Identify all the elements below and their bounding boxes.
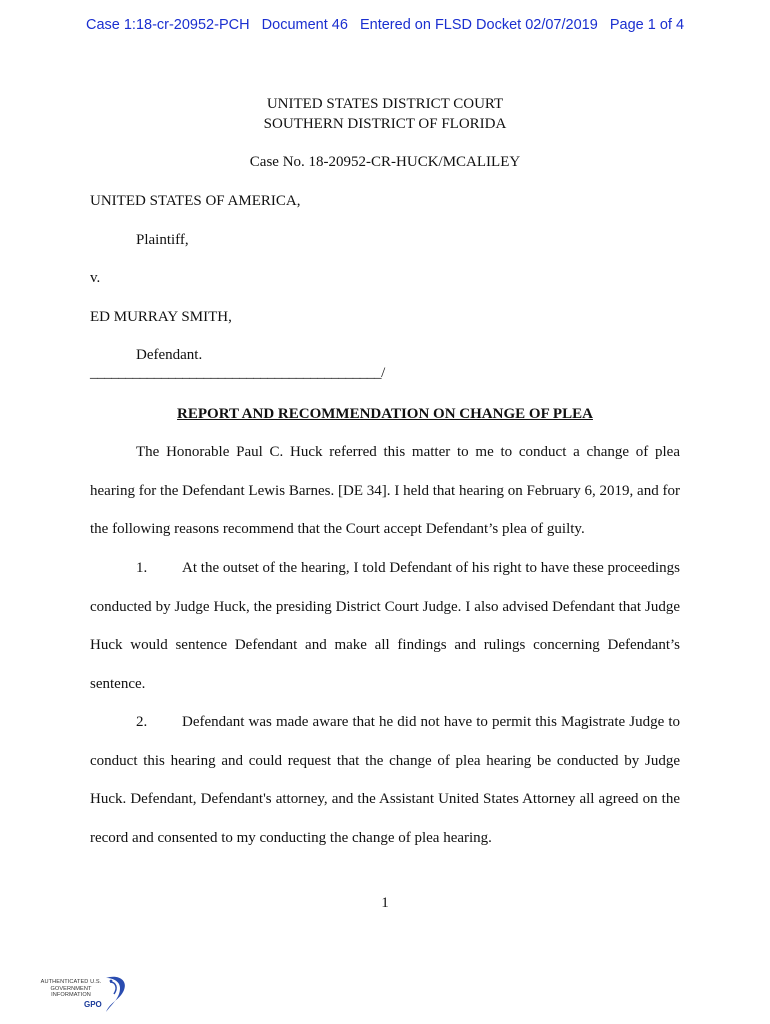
plaintiff-name: UNITED STATES OF AMERICA, (90, 193, 301, 209)
defendant-name: ED MURRAY SMITH, (90, 309, 232, 325)
gpo-logo-text: AUTHENTICATED U.S. GOVERNMENT INFORMATION (40, 979, 102, 998)
page-number: 1 (381, 895, 389, 911)
gpo-mark: GPO (84, 1000, 102, 1009)
case-number: Case No. 18-20952-CR-HUCK/MCALILEY (249, 154, 521, 170)
plaintiff-role: Plaintiff, (136, 232, 189, 248)
versus: v. (90, 270, 101, 286)
intro-paragraph (90, 433, 680, 549)
paragraph-text: Defendant was made aware that he did not have to permit this Magistrate Judge to conduct this hearing and could request that the change of plea hearing be conducted by Judge Huck. Defendant, Defendant's attorney, and the Assistant United States Attorney all agreed on the record and consented to my conducting the change of plea hearing. (90, 714, 680, 847)
paragraph-text: At the outset of the hearing, I told Defendant of his right to have these proceedings conducted by Judge Huck, the presiding District Court Judge. I also advised Defendant that Judge Huck would sentence Defendant and make all findings and rulings concerning Defendant’s sentence. (90, 560, 680, 693)
caption-rule: _________________________________________/ (90, 365, 385, 381)
paragraph-number: 1. (136, 560, 148, 576)
eagle-icon (40, 972, 130, 1018)
court-district: SOUTHERN DISTRICT OF FLORIDA (263, 116, 507, 132)
court-name: UNITED STATES DISTRICT COURT (266, 96, 504, 112)
paragraph-number: 2. (136, 714, 148, 730)
docket-header-stamp: Case 1:18-cr-20952-PCH Document 46 Entered on FLSD Docket 02/07/2019 Page 1 of 4 (85, 17, 685, 33)
document-title: REPORT AND RECOMMENDATION ON CHANGE OF PLEA (177, 406, 593, 422)
defendant-role: Defendant. (136, 347, 203, 363)
numbered-paragraph (90, 549, 680, 704)
gpo-authentication-logo (40, 972, 130, 1018)
numbered-paragraph (90, 703, 680, 858)
intro-text: The Honorable Paul C. Huck referred this matter to me to conduct a change of plea hearing for the Defendant Lewis Barnes. [DE 34]. I held that hearing on February 6, 2019, and for the following reasons recommend that the Court accept Defendant’s plea of guilty. (90, 444, 680, 538)
